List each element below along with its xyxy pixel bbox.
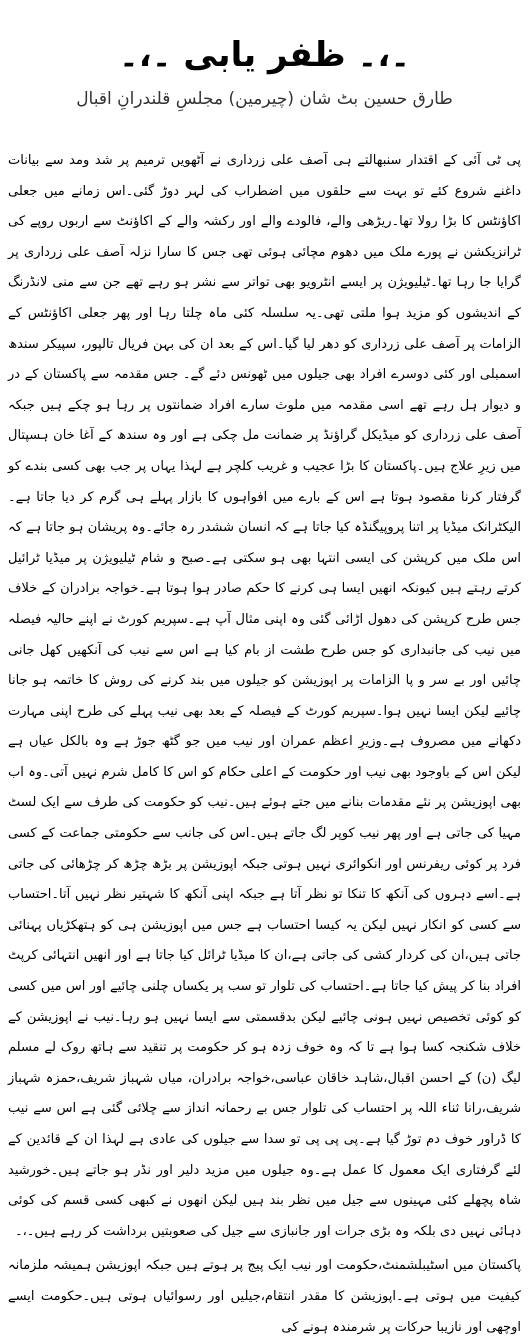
article-title: ۔،۔ ظفر یابی ۔،۔ [118,35,411,75]
article-body [8,146,521,1343]
author-byline: طارق حسین بٹ شان (چیرمین) مجلسِ قلندرانِ اقبال [76,89,453,109]
article-paragraph: پاکستان میں اسٹیبلشمنٹ،حکومت اور نیب ایک پیج پر ہوتے ہیں جبکہ اپوزیشن ہمیشہ ملزمانہ کیفیت میں ہوتی ہے۔اپوزیشن کا مقدر انتقام،جیلیں اور رسوائیاں ہوتی ہیں۔حکومت ایسے اوچھی اور نازیبا حرکات پر شرمندہ ہونے کی [8,1258,521,1335]
article-paragraph: پی ٹی آئی کے اقتدار سنبھالتے ہی آصف علی زرداری نے آٹھویں ترمیم پر شد ومد سے بیانات داغنے شروع کئے تو بہت سے حلقوں میں اضطراب کی لہر دوڑ گئی۔اس زمانے میں جعلی اکاؤنٹس کا بڑا رولا تھا۔ریڑھی والے، فالودے والے اور رکشہ والے کے اکاؤنٹ سے اربوں روپے کی ٹرانزیکشن نے پورے ملک میں دھوم مچائی ہوئی تھی جس کا سارا نزلہ آصف علی زرداری پر گرایا جا رہا تھا۔ٹیلیویژن پر ایسے انٹرویو بھی تواتر سے نشر ہو رہے تھے جن سے منی لانڈرنگ کے اندیشوں کو مزید ہوا ملتی تھی۔یہ سلسلہ کئی ماہ چلتا رہا اور پھر جعلی اکاؤنٹس کے الزامات پر آصف علی زرداری کو دھر لیا گیا۔اس کے بعد ان کی بہن فریال تالپور، سپیکر سندھ اسمبلی اور کئی دوسرے افراد بھی جیلوں میں ٹھونس دئے گے۔ جس مقدمہ سے پاکستان کے در و دیوار ہل رہے تھے اسی مقدمہ میں ملوث سارے افراد ضمانتوں پر رہا ہو چکے ہیں جبکہ آصف علی زرداری کو میڈیکل گراؤنڈ پر ضمانت مل چکی ہے اور وہ سندھ کے آغا خان ہسپتال میں زیرِ علاج ہیں۔پاکستان کا بڑا عجیب و غریب کلچر ہے لہذا یہاں پر جب بھی کسی بندے کو گرفتار کرنا مقصود ہوتا ہے اس کے بارے میں افواہوں کا بازار پہلے ہی گرم کر دیا جاتا ہے۔الیکٹرانک میڈیا پر اتنا پروپیگنڈہ کیا جاتا ہے کہ انسان ششدر رہ جائے۔وہ پریشان ہو جاتا ہے کہ اس ملک میں کرپشن کی ایسی انتہا بھی ہو سکتی ہے۔صبح و شام ٹیلیویژن پر میڈیا ٹرائیل کرتے رہتے ہیں کیونکہ انھیں ایسا ہی کرنے کا حکم صادر ہوا ہوتا ہے۔خواجہ برادران کے خلاف جس طرح کرپشن کی دھول اڑائی گئی وہ اپنی مثال آپ ہے۔سپریم کورٹ نے اپنے حالیہ فیصلہ میں نیب کی جانبداری کو جس طرح طشت از بام کیا ہے اس سے نیب کی آنکھیں کھل جانی چائیں اور بے سر و پا الزامات پر اپوزیشن کو جیلوں میں بند کرنے کی روش کا خاتمہ ہو جانا چائیے لیکن ایسا نہیں ہوا۔سپریم کورٹ کے فیصلہ کے بعد بھی نیب پہلے کی طرح اپنی مہارت دکھانے میں مصروف ہے۔وزیرِ اعظم عمران اور نیب میں جو گٹھ جوڑ ہے وہ بالکل عیاں ہے لیکن اس کے باوجود بھی نیب اور حکومت کے اعلی حکام کو اس کا کامل شرم نہیں آتی۔وہ اب بھی اپوزیشن پر نئے مقدمات بنانے میں جتے ہوئے ہیں۔نیب کو حکومت کی طرف سے ایک لسٹ مہیا کی جاتی ہے اور پھر نیب کوپر لگ جاتے ہیں۔اس کی جانب سے حکومتی جماعت کے کسی فرد پر کوئی ریفرنس اور انکوائری نہیں ہوتی جبکہ اپوزیشن پر بڑھ چڑھ کر چڑھائی کی جاتی ہے۔اسے دہروں کی آنکھ کا تنکا تو نظر آتا ہے جبکہ اپنی آنکھ کا شہتیر نظر نہیں آتا۔احتساب سے کسی کو انکار نہیں لیکن یہ کیسا احتساب ہے جس میں اپوزیشن ہی کو ہتھکڑیاں پہنائی جاتی ہیں،ان کی کردار کشی کی جاتی ہے،ان کا میڈیا ٹرائل کیا جاتا ہے اور انھیں انتہائی کرپٹ افراد بنا کر پیش کیا جاتا ہے۔احتساب کی تلوار تو سب پر یکساں چلنی چائیے اور اس میں کسی کو کوئی تخصیص نہیں ہونی چائیے لیکن بدقسمتی سے ایسا نہیں ہو رہا۔نیب نے اپوزیشن کے خلاف شکنجہ کسا ہوا ہے تا کہ وہ خوف زدہ ہو کر حکومت پر تنقید سے ہاتھ روک لے مسلم لیگ (ن) کے احسن اقبال،شاہد خاقان عباسی،خواجہ برادران، میاں شہباز شریف،حمزہ شہباز شریف،رانا ثناء اللہ پر احتساب کی تلوار جس بے رحمانہ انداز سے چلائی گئی ہے اس سے نیب کا ڈراور خوف دم توڑ گیا ہے۔پی پی پی تو سدا سے جیلوں کی عادی ہے لہذا ان کے قائدین کے لئے گرفتاری ایک معمول کا عمل ہے۔وہ جیلوں میں مزید دلیر اور نڈر ہو جاتے ہیں۔خورشید شاہ پچھلے کئی مہینوں سے جیل میں نظر بند ہیں لیکن انھوں نے کبھی کسی قسم کی کوئی دہائی نہیں دی بلکہ وہ بڑی جرات اور جانبازی سے جیل کی صعوبتیں برداشت کر رہے ہیں۔،۔ [8,153,521,1239]
